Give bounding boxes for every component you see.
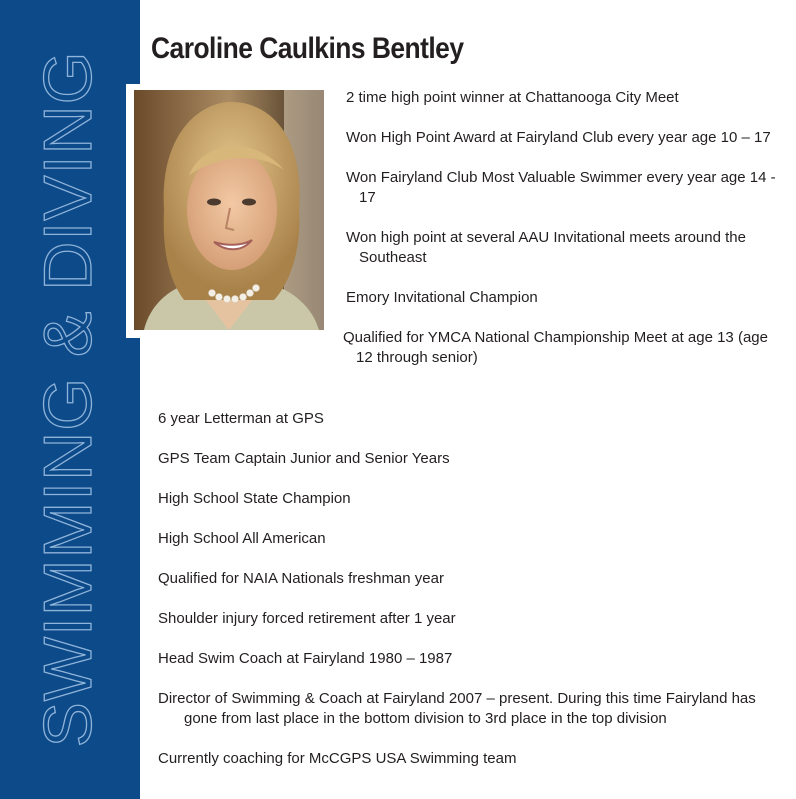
page-title: Caroline Caulkins Bentley [151, 32, 464, 65]
list-item: High School All American [158, 530, 326, 547]
sidebar-banner [0, 0, 140, 799]
achievements-top-list [343, 88, 786, 388]
achievements-main-list [158, 409, 758, 789]
list-item: Won Fairyland Club Most Valuable Swimmer every year age 14 - 17 [346, 169, 776, 206]
list-item: Currently coaching for McCGPS USA Swimming team [158, 750, 517, 767]
list-item: Head Swim Coach at Fairyland 1980 – 1987 [158, 650, 453, 667]
list-item: Won High Point Award at Fairyland Club every year age 10 – 17 [346, 129, 771, 146]
list-item: Emory Invitational Champion [346, 289, 538, 306]
list-item: High School State Champion [158, 490, 351, 507]
list-item: 6 year Letterman at GPS [158, 410, 324, 427]
list-item: Shoulder injury forced retirement after 1 year [158, 610, 456, 627]
list-item: Won high point at several AAU Invitational meets around the Southeast [346, 229, 746, 266]
sidebar-label: SWIMMING & DIVING [30, 50, 106, 748]
portrait-photo [134, 90, 324, 330]
list-item: Director of Swimming & Coach at Fairyland 2007 – present. During this time Fairyland has gone from last place in the bottom division to 3rd place in the top division [158, 690, 756, 727]
list-item: 2 time high point winner at Chattanooga City Meet [346, 89, 679, 106]
list-item: GPS Team Captain Junior and Senior Years [158, 450, 450, 467]
list-item: Qualified for YMCA National Championship Meet at age 13 (age 12 through senior) [343, 329, 768, 366]
list-item: Qualified for NAIA Nationals freshman year [158, 570, 444, 587]
